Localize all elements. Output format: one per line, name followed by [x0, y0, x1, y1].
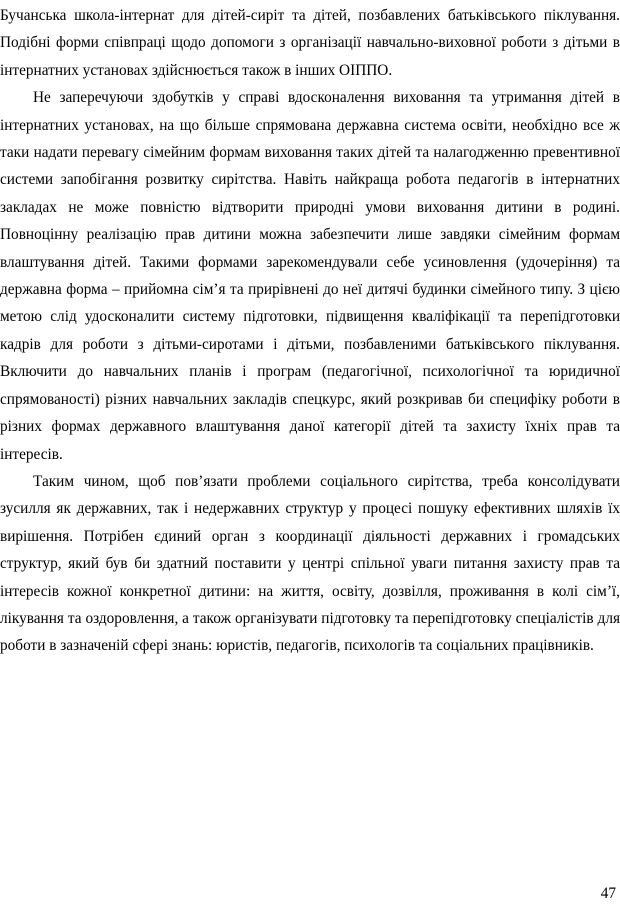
paragraph-1: Бучанська школа-інтернат для дітей-сиріт та дітей, позбавлених батьківського піклування. Подібні форми співпраці щодо допомоги з організації навчально-виховної роботи з дітьми в інтернатних установах здійснюється також в інших ОІППО. — [0, 7, 620, 79]
paragraph-3: Таким чином, щоб пов’язати проблеми соціального сирітства, треба консолідувати зусилля як державних, так і недержавних структур у процесі пошуку ефективних шляхів їх вирішення. Потрібен єдиний орган з координації діяльності державних і громадських структур, який був би здатний поставити у центрі спільної уваги питання захисту прав та інтересів кожної конкретної дитини: на життя, освіту, дозвілля, проживання в колі сім’ї, лікування та оздоровлення, а також організувати підготовку та перепідготовку спеціалістів для роботи в зазначеній сфері знань: юристів, педагогів, психологів та соціальних працівників. — [0, 472, 620, 655]
page-number: 47 — [600, 885, 616, 902]
paragraph-2: Не заперечуючи здобутків у справі вдосконалення виховання та утримання дітей в інтернатних установах, на що більше спрямована державна система освіти, необхідно все ж таки надати перевагу сімейним формам виховання таких дітей та налагодженню превентивної системи запобігання розвитку сирітства. Навіть найкраща робота педагогів в інтернатних закладах не може повністю відтворити природні умови виховання дитини в родині. Повноцінну реалізацію прав дитини можна забезпечити лише завдяки сімейним формам влаштування дітей. Такими формами зарекомендували себе усиновлення (удочеріння) та державна форма – прийомна сім’я та прирівнені до неї дитячі будинки сімейного типу. З цією метою слід удосконалити систему підготовки, підвищення кваліфікації та перепідготовки кадрів для роботи з дітьми-сиротами і дітьми, позбавленими батьківського піклування. Включити до навчальних планів і програм (педагогічної, психологічної та юридичної спрямованості) різних навчальних закладів спецкурс, який розкривав би специфіку роботи в різних формах державного влаштування даної категорії дітей та захисту їхніх прав та інтересів. — [0, 89, 620, 463]
body-text — [0, 2, 620, 660]
